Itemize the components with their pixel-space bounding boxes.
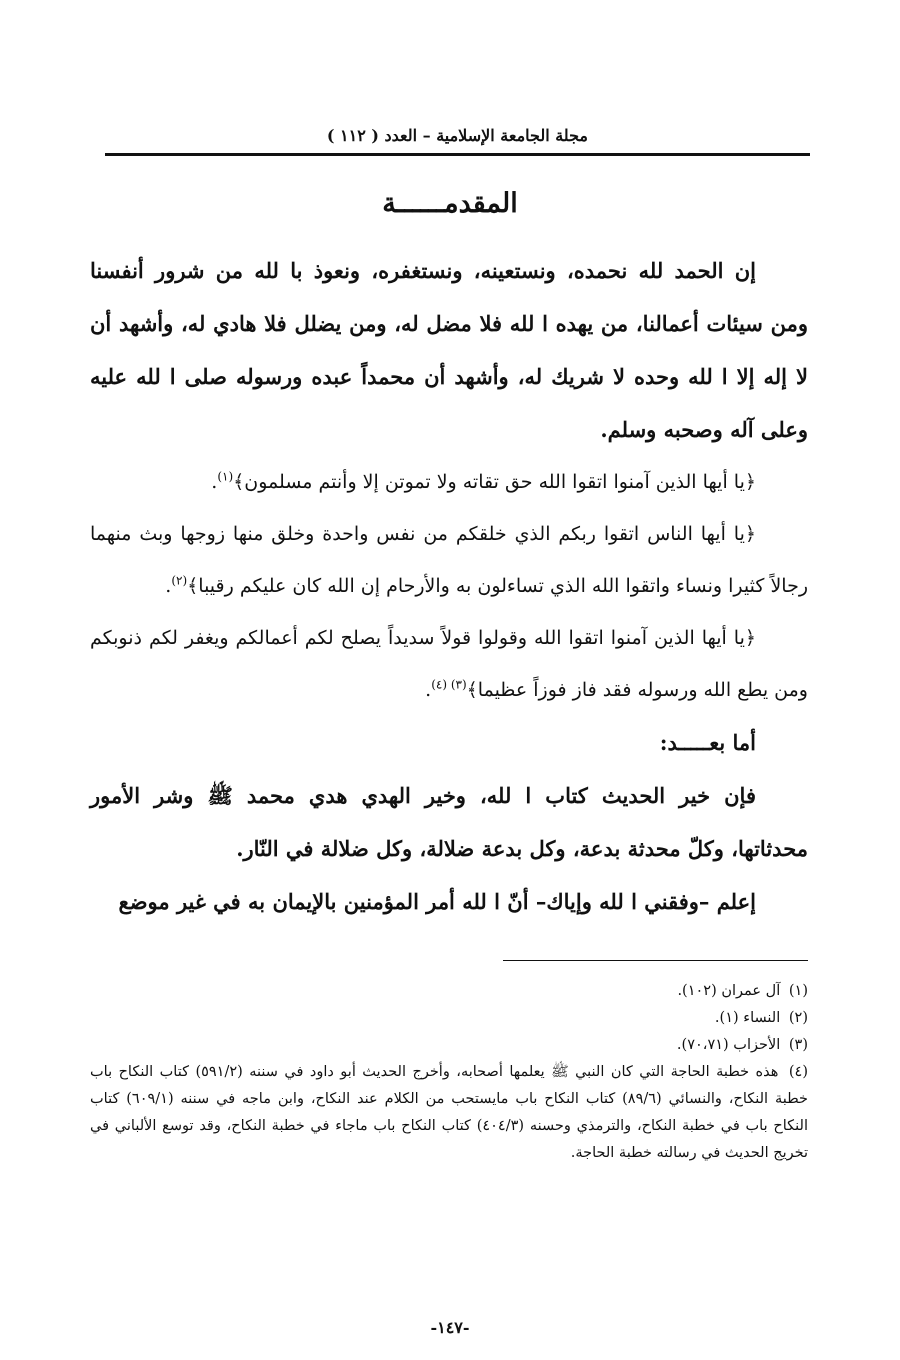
footnote-3-number: (٣) <box>788 1037 808 1053</box>
footnote-4 <box>90 1059 808 1167</box>
footnote-2 <box>90 1005 808 1032</box>
footnote-4-text: هذه خطبة الحاجة التي كان النبي ﷺ يعلمها أصحابه، وأخرج الحديث أبو داود في سننه (٥٩١/٢) كتاب النكاح باب خطبة النكاح، والنسائي (٨٩/٦) كتاب النكاح باب مايستحب من الكلام عند النكاح، وابن ماجه في سننه (٦٠٩/١) كتاب النكاح باب في خطبة النكاح، والترمذي وحسنه (٤٠٤/٣) كتاب النكاح باب ماجاء في خطبة النكاح، وقد توسع الألباني في تخريج الحديث في رسالته خطبة الحاجة. <box>90 1064 809 1161</box>
sermon-paragraph: فإن خير الحديث كتاب ا لله، وخير الهدي هدي محمد ﷺ وشر الأمور محدثاتها، وكلّ محدثة بدعة، وكل بدعة ضلالة، وكل ضلالة في النّار. <box>90 783 808 861</box>
footnote-reference-1: (١) <box>217 469 234 484</box>
footnote-3 <box>90 1032 808 1059</box>
footnote-1 <box>90 978 808 1005</box>
quran-verse-3: ﴿يا أيها الذين آمنوا اتقوا الله وقولوا قولاً سديداً يصلح لكم أعمالكم ويغفر لكم ذنوبكم ومن يطع الله ورسوله فقد فاز فوزاً عظيما﴾$^{(٣) (٤)}$. <box>90 627 808 701</box>
amma-bad-heading: أما بعـــــد: <box>659 730 756 755</box>
quran-verse-2-text: ﴿يا أيها الناس اتقوا ربكم الذي خلقكم من نفس واحدة وخلق منها زوجها وبث منهما رجالاً كثيرا ونساء واتقوا الله الذي تساءلون به والأرحام إن الله كان عليكم رقيبا﴾ <box>90 523 808 597</box>
footnote-2-number: (٢) <box>788 1010 808 1026</box>
main-body-text <box>90 244 808 928</box>
footnote-3-text: الأحزاب (٧٠،٧١). <box>676 1037 781 1053</box>
page-number: -١٤٧- <box>430 1318 470 1337</box>
footnote-reference-2: (٢) <box>171 573 188 588</box>
footnote-4-number: (٤) <box>788 1064 808 1080</box>
header-rule <box>105 153 810 156</box>
quran-verse-1-text: ﴿يا أيها الذين آمنوا اتقوا الله حق تقاته ولا تموتن إلا وأنتم مسلمون﴾ <box>233 471 756 493</box>
opening-paragraph: إن الحمد لله نحمده، ونستعينه، ونستغفره، ونعوذ با لله من شرور أنفسنا ومن سيئات أعمالنا، من يهده ا لله فلا مضل له، ومن يضلل فلا هادي له، وأشهد أن لا إله إلا ا لله وحده لا شريك له، وأشهد أن محمداً عبده ورسوله صلى ا لله عليه وعلى آله وصحبه وسلم. <box>90 258 808 442</box>
footnote-separator <box>503 960 808 961</box>
journal-running-header: مجلة الجامعة الإسلامية – العدد ( ١١٢ ) <box>326 126 588 145</box>
footnote-2-text: النساء (١). <box>714 1010 781 1026</box>
footnotes-section <box>90 978 808 1167</box>
section-title: المقدمــــــة <box>382 188 518 219</box>
quran-verse-2: ﴿يا أيها الناس اتقوا ربكم الذي خلقكم من نفس واحدة وخلق منها زوجها وبث منهما رجالاً كثيرا ونساء واتقوا الله الذي تساءلون به والأرحام إن الله كان عليكم رقيبا﴾$^{(٢)}$. <box>90 523 808 597</box>
footnote-1-text: آل عمران (١٠٢). <box>677 983 781 999</box>
footnote-reference-3-4: (٣) (٤) <box>431 677 467 692</box>
quran-verse-1: ﴿يا أيها الذين آمنوا اتقوا الله حق تقاته ولا تموتن إلا وأنتم مسلمون﴾$^{(١)}$. <box>211 469 756 493</box>
footnote-1-number: (١) <box>788 983 808 999</box>
closing-paragraph: إعلم –وفقني ا لله وإياك– أنّ ا لله أمر المؤمنين بالإيمان به في غير موضع <box>118 889 756 914</box>
quran-verse-3-text: ﴿يا أيها الذين آمنوا اتقوا الله وقولوا قولاً سديداً يصلح لكم أعمالكم ويغفر لكم ذنوبكم ومن يطع الله ورسوله فقد فاز فوزاً عظيما﴾ <box>90 627 808 701</box>
